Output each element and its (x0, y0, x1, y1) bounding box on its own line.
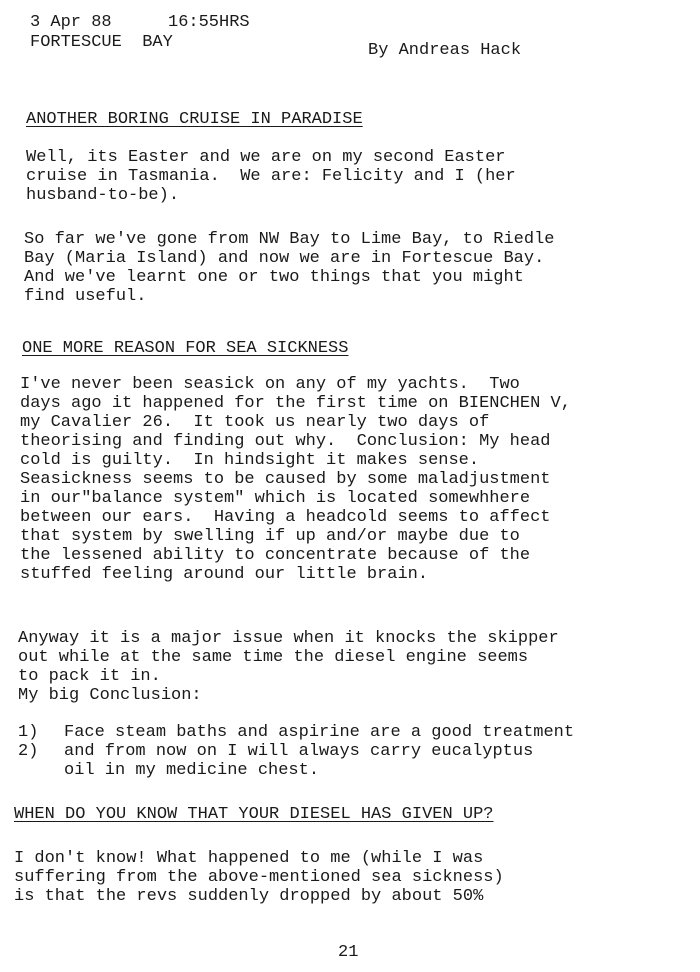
section-heading: WHEN DO YOU KNOW THAT YOUR DIESEL HAS GIVEN UP? (14, 805, 494, 824)
paragraph-line: the lessened ability to concentrate because of the (20, 546, 531, 565)
paragraph-line: that system by swelling if up and/or maybe due to (20, 527, 520, 546)
paragraph-line: I've never been seasick on any of my yachts. Two (20, 375, 520, 394)
paragraph-line: between our ears. Having a headcold seems to affect (20, 508, 551, 527)
section-heading: ANOTHER BORING CRUISE IN PARADISE (26, 110, 363, 129)
paragraph-line: cold is guilty. In hindsight it makes sense. (20, 451, 480, 470)
section-heading: ONE MORE REASON FOR SEA SICKNESS (22, 339, 349, 358)
paragraph-line: Well, its Easter and we are on my second Easter (26, 148, 506, 167)
paragraph-line: stuffed feeling around our little brain. (20, 565, 429, 584)
paragraph-line: find useful. (24, 287, 147, 306)
paragraph-line: theorising and finding out why. Conclusion: My head (20, 432, 551, 451)
paragraph-line: So far we've gone from NW Bay to Lime Bay, to Riedle (24, 230, 555, 249)
paragraph-line: Anyway it is a major issue when it knocks the skipper (18, 629, 559, 648)
list-item: oil in my medicine chest. (64, 761, 320, 780)
paragraph-line: in our"balance system" which is located somewhhere (20, 489, 531, 508)
paragraph-line: out while at the same time the diesel engine seems (18, 648, 529, 667)
location: FORTESCUE BAY (30, 33, 173, 52)
paragraph-line: to pack it in. (18, 667, 161, 686)
paragraph-line: days ago it happened for the first time on BIENCHEN V, (20, 394, 571, 413)
page-number: 21 (338, 943, 359, 962)
paragraph-line: My big Conclusion: (18, 686, 202, 705)
paragraph-line: suffering from the above-mentioned sea sickness) (14, 868, 504, 887)
list-number: 2) (18, 742, 39, 761)
list-item: and from now on I will always carry eucalyptus (64, 742, 534, 761)
paragraph-line: Seasickness seems to be caused by some maladjustment (20, 470, 551, 489)
list-number: 1) (18, 723, 39, 742)
paragraph-line: And we've learnt one or two things that you might (24, 268, 524, 287)
list-item: Face steam baths and aspirine are a good treatment (64, 723, 575, 742)
paragraph-line: my Cavalier 26. It took us nearly two days of (20, 413, 490, 432)
paragraph-line: Bay (Maria Island) and now we are in Fortescue Bay. (24, 249, 545, 268)
paragraph-line: is that the revs suddenly dropped by about 50% (14, 887, 484, 906)
paragraph-line: I don't know! What happened to me (while I was (14, 849, 484, 868)
paragraph-line: husband-to-be). (26, 186, 180, 205)
date: 3 Apr 88 (30, 13, 112, 32)
byline: By Andreas Hack (368, 41, 522, 60)
paragraph-line: cruise in Tasmania. We are: Felicity and I (her (26, 167, 516, 186)
time: 16:55HRS (168, 13, 250, 32)
